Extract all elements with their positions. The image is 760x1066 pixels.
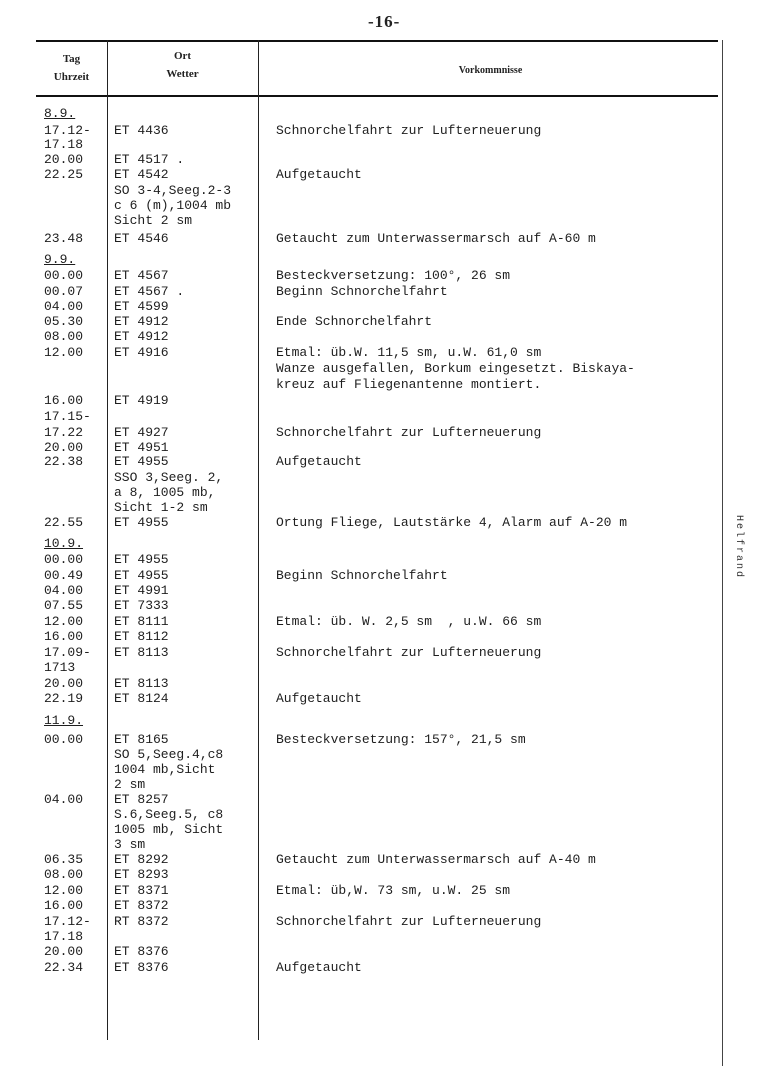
log-event: Getaucht zum Unterwassermarsch auf A-60 m xyxy=(276,231,596,246)
log-position-weather: a 8, 1005 mb, xyxy=(114,485,216,500)
log-event: Schnorchelfahrt zur Lufterneuerung xyxy=(276,914,542,929)
log-date: 11.9. xyxy=(44,713,84,728)
log-event: Besteckversetzung: 100°, 26 sm xyxy=(276,268,511,283)
log-position-weather: ET 4912 xyxy=(114,329,169,344)
log-time: 17.18 xyxy=(44,137,84,152)
log-position-weather: ET 4955 xyxy=(114,515,169,530)
log-event: Schnorchelfahrt zur Lufterneuerung xyxy=(276,425,542,440)
log-time: 17.09- xyxy=(44,645,91,660)
log-event: Getaucht zum Unterwassermarsch auf A-40 m xyxy=(276,852,596,867)
log-event: Beginn Schnorchelfahrt xyxy=(276,284,448,299)
log-event: Besteckversetzung: 157°, 21,5 sm xyxy=(276,732,526,747)
log-position-weather: ET 8112 xyxy=(114,629,169,644)
log-time: 00.00 xyxy=(44,552,84,567)
log-position-weather: ET 8293 xyxy=(114,867,169,882)
header-uhrzeit: Uhrzeit xyxy=(53,71,90,83)
log-position-weather: ET 4955 xyxy=(114,552,169,567)
log-position-weather: SO 3-4,Seeg.2-3 xyxy=(114,183,232,198)
log-event: Wanze ausgefallen, Borkum eingesetzt. Biskaya- xyxy=(276,361,635,376)
log-position-weather: ET 8372 xyxy=(114,898,169,913)
log-position-weather: Sicht 1-2 sm xyxy=(114,500,208,515)
log-time: 12.00 xyxy=(44,345,84,360)
log-position-weather: RT 8372 xyxy=(114,914,169,929)
column-divider-1 xyxy=(107,40,108,1040)
log-position-weather: SO 5,Seeg.4,c8 xyxy=(114,747,224,762)
log-event: Aufgetaucht xyxy=(276,454,362,469)
log-position-weather: ET 8113 xyxy=(114,676,169,691)
log-position-weather: ET 8376 xyxy=(114,944,169,959)
log-time: 22.34 xyxy=(44,960,84,975)
table-header-rule xyxy=(36,95,718,97)
column-divider-2 xyxy=(258,40,259,1040)
log-time: 17.12- xyxy=(44,914,91,929)
log-position-weather: ET 4955 xyxy=(114,454,169,469)
log-position-weather: ET 4916 xyxy=(114,345,169,360)
log-time: 22.38 xyxy=(44,454,84,469)
log-date: 9.9. xyxy=(44,252,76,267)
log-date: 10.9. xyxy=(44,536,84,551)
log-position-weather: ET 8113 xyxy=(114,645,169,660)
log-time: 04.00 xyxy=(44,299,84,314)
log-time: 06.35 xyxy=(44,852,84,867)
log-position-weather: ET 4546 xyxy=(114,231,169,246)
log-position-weather: ET 8292 xyxy=(114,852,169,867)
log-time: 17.15- xyxy=(44,409,91,424)
log-event: Aufgetaucht xyxy=(276,691,362,706)
log-position-weather: ET 8371 xyxy=(114,883,169,898)
log-position-weather: ET 8257 xyxy=(114,792,169,807)
log-time: 17.18 xyxy=(44,929,84,944)
log-time: 17.22 xyxy=(44,425,84,440)
page-number: -16- xyxy=(368,12,401,31)
log-position-weather: 1004 mb,Sicht xyxy=(114,762,216,777)
log-position-weather: ET 8111 xyxy=(114,614,169,629)
header-tag-uhrzeit xyxy=(36,50,107,86)
log-position-weather: ET 8376 xyxy=(114,960,169,975)
log-time: 17.12- xyxy=(44,123,91,138)
log-date: 8.9. xyxy=(44,106,76,121)
log-time: 16.00 xyxy=(44,898,84,913)
log-position-weather: ET 4919 xyxy=(114,393,169,408)
header-wetter: Wetter xyxy=(166,68,199,80)
log-position-weather: ET 4599 xyxy=(114,299,169,314)
log-event: Etmal: üb.W. 11,5 sm, u.W. 61,0 sm xyxy=(276,345,542,360)
log-time: 22.55 xyxy=(44,515,84,530)
log-time: 20.00 xyxy=(44,676,84,691)
log-event: Ende Schnorchelfahrt xyxy=(276,314,433,329)
log-position-weather: ET 4991 xyxy=(114,583,169,598)
log-time: 20.00 xyxy=(44,152,84,167)
log-position-weather: ET 7333 xyxy=(114,598,169,613)
log-time: 16.00 xyxy=(44,629,84,644)
log-time: 08.00 xyxy=(44,867,84,882)
log-position-weather: c 6 (m),1004 mb xyxy=(114,198,232,213)
table-top-rule xyxy=(36,40,718,42)
log-time: 12.00 xyxy=(44,883,84,898)
log-time: 22.25 xyxy=(44,167,84,182)
log-time: 00.00 xyxy=(44,268,84,283)
right-margin-rule xyxy=(722,40,723,1066)
log-position-weather: ET 4912 xyxy=(114,314,169,329)
log-time: 08.00 xyxy=(44,329,84,344)
log-position-weather: ET 4567 xyxy=(114,268,169,283)
log-position-weather: SSO 3,Seeg. 2, xyxy=(114,470,224,485)
log-position-weather: 3 sm xyxy=(114,837,146,852)
log-position-weather: ET 4517 . xyxy=(114,152,185,167)
header-vorkommnisse: Vorkommnisse xyxy=(458,65,523,76)
margin-note: Helfrand xyxy=(733,515,744,580)
log-time: 20.00 xyxy=(44,944,84,959)
log-time: 23.48 xyxy=(44,231,84,246)
log-position-weather: S.6,Seeg.5, c8 xyxy=(114,807,224,822)
log-time: 16.00 xyxy=(44,393,84,408)
log-time: 00.00 xyxy=(44,732,84,747)
log-event: Schnorchelfahrt zur Lufterneuerung xyxy=(276,123,542,138)
log-position-weather: 2 sm xyxy=(114,777,146,792)
log-position-weather: ET 8165 xyxy=(114,732,169,747)
log-time: 04.00 xyxy=(44,583,84,598)
log-time: 00.49 xyxy=(44,568,84,583)
log-position-weather: ET 4951 xyxy=(114,440,169,455)
log-time: 07.55 xyxy=(44,598,84,613)
header-ort-wetter xyxy=(107,47,258,83)
log-time: 12.00 xyxy=(44,614,84,629)
log-event: Aufgetaucht xyxy=(276,960,362,975)
log-position-weather: Sicht 2 sm xyxy=(114,213,193,228)
header-ort: Ort xyxy=(173,50,192,62)
log-time: 20.00 xyxy=(44,440,84,455)
log-event: Schnorchelfahrt zur Lufterneuerung xyxy=(276,645,542,660)
log-event: Etmal: üb,W. 73 sm, u.W. 25 sm xyxy=(276,883,511,898)
log-time: 00.07 xyxy=(44,284,84,299)
log-time: 05.30 xyxy=(44,314,84,329)
log-position-weather: ET 4542 xyxy=(114,167,169,182)
log-position-weather: ET 4436 xyxy=(114,123,169,138)
log-event: Etmal: üb. W. 2,5 sm , u.W. 66 sm xyxy=(276,614,542,629)
log-position-weather: 1005 mb, Sicht xyxy=(114,822,224,837)
log-position-weather: ET 4955 xyxy=(114,568,169,583)
log-position-weather: ET 4927 xyxy=(114,425,169,440)
log-position-weather: ET 8124 xyxy=(114,691,169,706)
log-time: 1713 xyxy=(44,660,76,675)
log-time: 04.00 xyxy=(44,792,84,807)
log-event: Aufgetaucht xyxy=(276,167,362,182)
log-event: Beginn Schnorchelfahrt xyxy=(276,568,448,583)
log-time: 22.19 xyxy=(44,691,84,706)
header-tag: Tag xyxy=(62,53,81,65)
log-event: Ortung Fliege, Lautstärke 4, Alarm auf A-20 m xyxy=(276,515,628,530)
log-position-weather: ET 4567 . xyxy=(114,284,185,299)
log-event: kreuz auf Fliegenantenne montiert. xyxy=(276,377,542,392)
